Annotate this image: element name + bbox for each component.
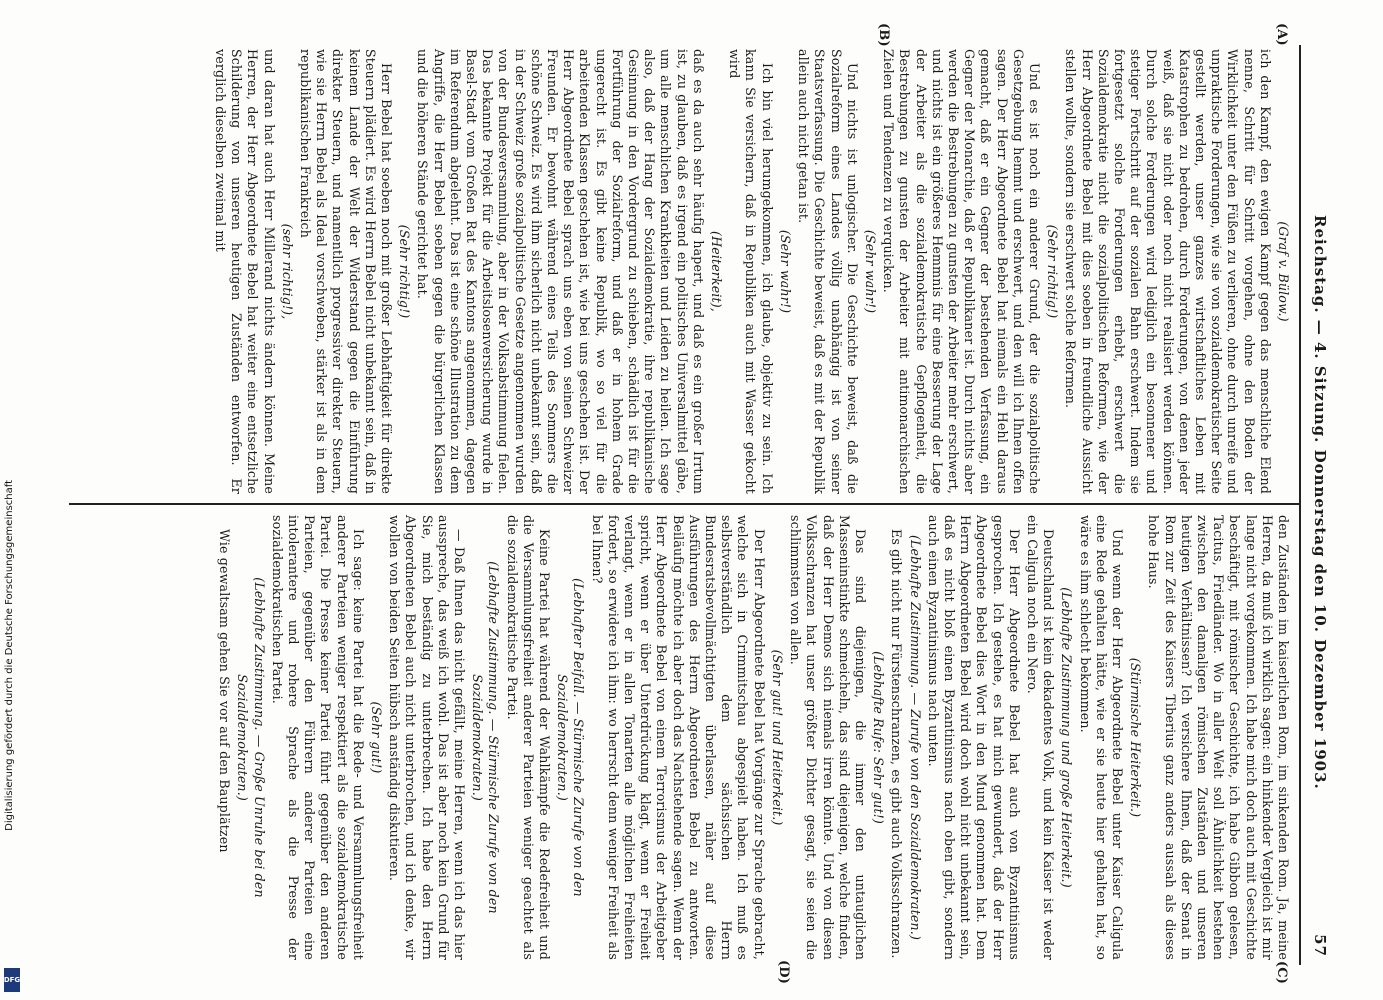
interjection: (Lebhafte Zustimmung und große Heiterkeit.) [1059, 587, 1075, 888]
paragraph: Und wenn der Herr Abgeordnete Bebel unter Kaiser Caligula eine Rede gehalten hätte, wie er sie heute hier gehalten hat, so wäre es ihm schlecht bekommen. [1077, 515, 1125, 960]
rotated-page-content [65, 23, 1335, 984]
interjection: (Lebhafte Zustimmung. — Stürmische Zurufe von den Sozialdemokraten.) [470, 561, 502, 914]
left-column [71, 23, 1291, 494]
column-divider [69, 503, 1299, 505]
digitization-credit: Digitalisierung gefördert durch die Deutsche Forschungsgemeinschaft [4, 480, 15, 831]
paragraph: den Zuständen im kaiserlichen Rom, im sinkenden Rom. Ja, meine Herren, da muß ich wirklich sagen: ein hinkender Vergleich ist mir lange nicht vorgekommen. Ich habe mich doch auch mit Geschichte beschäftigt, mit römischer Geschichte, ich habe Gibbon gelesen, Tacitus, Friedländer. Wo in aller Welt soll Ähnlichkeit bestehen zwischen den damaligen römischen Zuständen und unseren heutigen Verhältnissen? Ich versichere Ihnen, daß der Senat in Rom zur Zeit des Kaisers Tiberius ganz anders aussah als dieses hohe Haus. [1146, 515, 1291, 960]
interjection: (Lebhafte Rufe: Sehr gut!) [871, 651, 887, 824]
interjection: (Heiterkeit), [709, 231, 725, 312]
header-rule [1299, 45, 1301, 965]
margin-mark-a: (A) [1274, 23, 1289, 46]
interjection: (Lebhafte Zustimmung. — Zurufe von den Sozialdemokraten.) [907, 534, 923, 941]
paragraph: Und es ist noch ein anderer Grund, der die sozialpolitische Gesetzgebung hemmt und erschwert, und den will ich Ihnen offen sagen. Der Herr Abgeordnete Bebel hat niemals ein Hehl daraus gemacht, daß er ein Gegner der bestehenden Verfassung, ein Gegner der Monarchie, daß er Republikaner ist. Durch nichts aber werden die Bestrebungen zu gunsten der Arbeiter mehr erschwert, und nichts ist ein größeres Hemmnis für eine Besserung der Lage der Arbeiter als die sozialdemokratische Gepflogenheit, die Bestrebungen zu gunsten der Arbeiter mit antimonarchischen Zielen und Tendenzen zu verquicken. [881, 49, 1042, 494]
interjection: (Sehr gut! und Heiterkeit.) [769, 649, 785, 826]
header-title: Reichstag. — 4. Sitzung. Donnerstag den 10. Dezember 1903. [1311, 215, 1329, 790]
margin-mark-b: (B) [876, 23, 891, 47]
interjection: (sehr richtig!), [279, 223, 295, 320]
right-column [71, 515, 1291, 984]
paragraph: und daran hat auch Herr Millerand nichts ändern können. Meine Herren, der Herr Abgeordnete Bebel hat weiter eine entsetzliche Schilderung von unseren heutigen Zuständen entworfen. Er verglich dieselben zweimal mit [213, 49, 277, 494]
paragraph: Ich sage: keine Partei hat die Rede- und Versammlungsfreiheit anderer Parteien weniger respektiert als die sozialdemokratische Partei. Die Presse keiner Partei führt gegenüber den anderen Parteien, gegenüber den Führern anderer Parteien eine intolerantere und rohere Sprache als die Presse der sozialdemokratischen Partei. [269, 515, 366, 960]
margin-mark-c: (C) [1274, 960, 1289, 984]
paragraph: daß es da auch sehr häufig hapert, und daß es ein großer Irrtum ist, zu glauben, daß es irgend ein politisches Universalmittel gäbe, um alle menschlichen Krankheiten und Leiden zu heilen. Ich sage also, daß der Hang der Sozialdemokratie, ihre republikanische Gesinnung in den Vordergrund zu schieben, schädlich ist für die Fortführung der Sozialreform, und daß er in hohem Grade ungerecht ist. Es gibt keine Republik, wo so viel für die arbeitenden Klassen geschehen ist, wie bei uns geschehen ist. Der Herr Abgeordnete Bebel sprach uns eben von seinen Schweizer Freunden. Er bewohnt während eines Teils des Sommers die schöne Schweiz. Es wird ihm sicherlich nicht unbekannt sein, daß in der Schweiz große sozialpolitische Gesetze angenommen wurden von der Bundesversammlung, aber in der Volksabstimmung fielen. Das bekannte Projekt für die Arbeitslosenversicherung wurde in Basel-Stadt vom Großen Rat des Kantons angenommen, dagegen im Referendum abgelehnt. Das ist eine schöne Illustration zu dem Angriffe, die Herr Bebel soeben gegen die bürgerlichen Klassen und die höheren Stände gerichtet hat. [415, 49, 706, 494]
interjection: (Sehr richtig!) [397, 224, 413, 319]
paragraph: Das sind diejenigen, die immer den untauglichen Masseninstinkte schmeicheln, das sind diejenigen, welche finden, daß der Herr Demos sich niemals irren könnte. Und von diesen Volksschranzen hat unser größter Dichter gesagt, sie seien die schlimmsten von allen. [788, 515, 868, 960]
paragraph: — Daß Ihnen das nicht gefällt, meine Herren, wenn ich das hier ausspreche, das weiß ich wohl. Das ist aber noch kein Grund für Sie, mich beständig zu unterbrechen. Ich habe den Herrn Abgeordneten Bebel auch nicht unterbrochen, und ich denke, wir wollen von beiden Seiten hübsch anständig diskutieren. [387, 515, 468, 960]
interjection: (Sehr wahr!) [862, 229, 878, 314]
page-number: 57 [1311, 934, 1329, 957]
paragraph: Der Herr Abgeordnete Bebel hat auch von Byzantinismus gesprochen. Ich gestehe, es hat mich gewundert, daß der Herr Abgeordnete Bebel dies Wort in den Mund genommen hat. Dem Herrn Abgeordneten Bebel wird doch wohl nicht unbekannt sein, daß es nicht bloß einen Byzantinismus nach oben gibt, sondern auch einen Byzantinismus nach unten. [925, 515, 1022, 960]
paragraph: Es gibt nicht nur Fürstenschranzen, es gibt auch Volksschranzen. [889, 529, 905, 959]
running-header [1301, 45, 1335, 965]
paragraph: Wie gewaltsam gehen Sie vor auf den Bauplätzen [217, 529, 233, 853]
interjection: (Sehr wahr!) [777, 229, 793, 314]
paragraph: Ich bin viel herumgekommen, ich glaube, objektiv zu sein. Ich kann Sie versichern, daß in Republiken auch mit Wasser gekocht wird [727, 49, 775, 494]
paragraph: Herr Bebel hat soeben noch mit großer Lebhaftigkeit für direkte Steuern plädiert. Es wird Herrn Bebel nicht unbekannt sein, daß in keinem Lande der Welt der Widerstand gegen die Einführung direkter Steuern, und namentlich progressiver direkter Steuern, wie sie Herrn Bebel als Ideal vorschweben, stärker ist als in dem republikanischen Frankreich [298, 49, 395, 494]
dfg-logo: DFG [4, 968, 20, 992]
interjection: (Lebhafter Beifall. — Stürmische Zurufe von den Sozialdemokraten.) [555, 578, 587, 897]
paragraph: Der Herr Abgeordnete Bebel hat Vorgänge zur Sprache gebracht, welche sich in Crimmitschau abgespielt haben. Ich muß es selbstverständlich dem sächsischen Herrn Bundesratsbevollmächtigten überlassen, näher auf diese Ausführungen des Herrn Abgeordneten Bebel zu antworten. Beiläufig möchte ich aber doch das Nachstehende sagen. Wenn der Herr Abgeordnete Bebel von einem Terrorismus der Arbeitgeber spricht, wenn er über Unterdrückung klagt, wenn er Freiheit verlangt, wenn er in allen Tonarten alle möglichen Freiheiten fordert, so erwidere ich ihm: wo herrscht denn weniger Freiheit als bei Ihnen? [589, 515, 767, 960]
interjection: (Stürmische Heiterkeit.) [1128, 657, 1144, 818]
interjection: (Sehr gut!) [369, 701, 385, 774]
interjection: (Sehr richtig!) [1045, 224, 1061, 319]
interjection: (Graf v. Bülow.) [1276, 221, 1291, 322]
paragraph: Keine Partei hat während der Wahlkämpfe die Redefreiheit und die Versammlungsfreiheit anderer Parteien weniger geachtet als die sozialdemokratische Partei. [504, 515, 553, 960]
paragraph: Deutschland ist kein dekadentes Volk, und kein Kaiser ist weder ein Caligula noch ein Nero. [1024, 515, 1057, 960]
interjection: (Lebhafte Zustimmung. — Große Unruhe bei den Sozialdemokraten.) [235, 577, 267, 898]
paragraph: Und nichts ist unlogischer. Die Geschichte beweist, daß die Sozialreform eines Landes völlig unabhängig ist von seiner Staatsverfassung. Die Geschichte beweist, daß es mit der Republik allein auch nicht getan ist. [796, 49, 860, 494]
margin-mark-d: (D) [776, 959, 791, 984]
paragraph: ich den Kampf, den ewigen Kampf gegen das menschliche Elend nenne, Schritt für Schritt vorgehen, ohne den Boden der Wirklichkeit unter den Füßen zu verlieren, ohne durch unreife und unpraktische Forderungen, wie sie von sozialdemokratischer Seite gestellt werden, unser ganzes wirtschaftliches Leben mit Katastrophen zu bedrohen, durch Forderungen, von denen jeder weiß, daß sie nicht oder noch nicht realisiert werden können. Durch solche Forderungen wird lediglich ein besonnener und stetiger Fortschritt auf der sozialen Bahn erschwert. Indem sie fortgesetzt solche Forderungen erhebt, erschwert die Sozialdemokratie nicht die sozialpolitischen Reformen, wie der Herr Abgeordnete Bebel mit dies soeben in freundliche Aussicht stellen wollte, sondern sie erschwert solche Reformen. [1063, 49, 1273, 494]
